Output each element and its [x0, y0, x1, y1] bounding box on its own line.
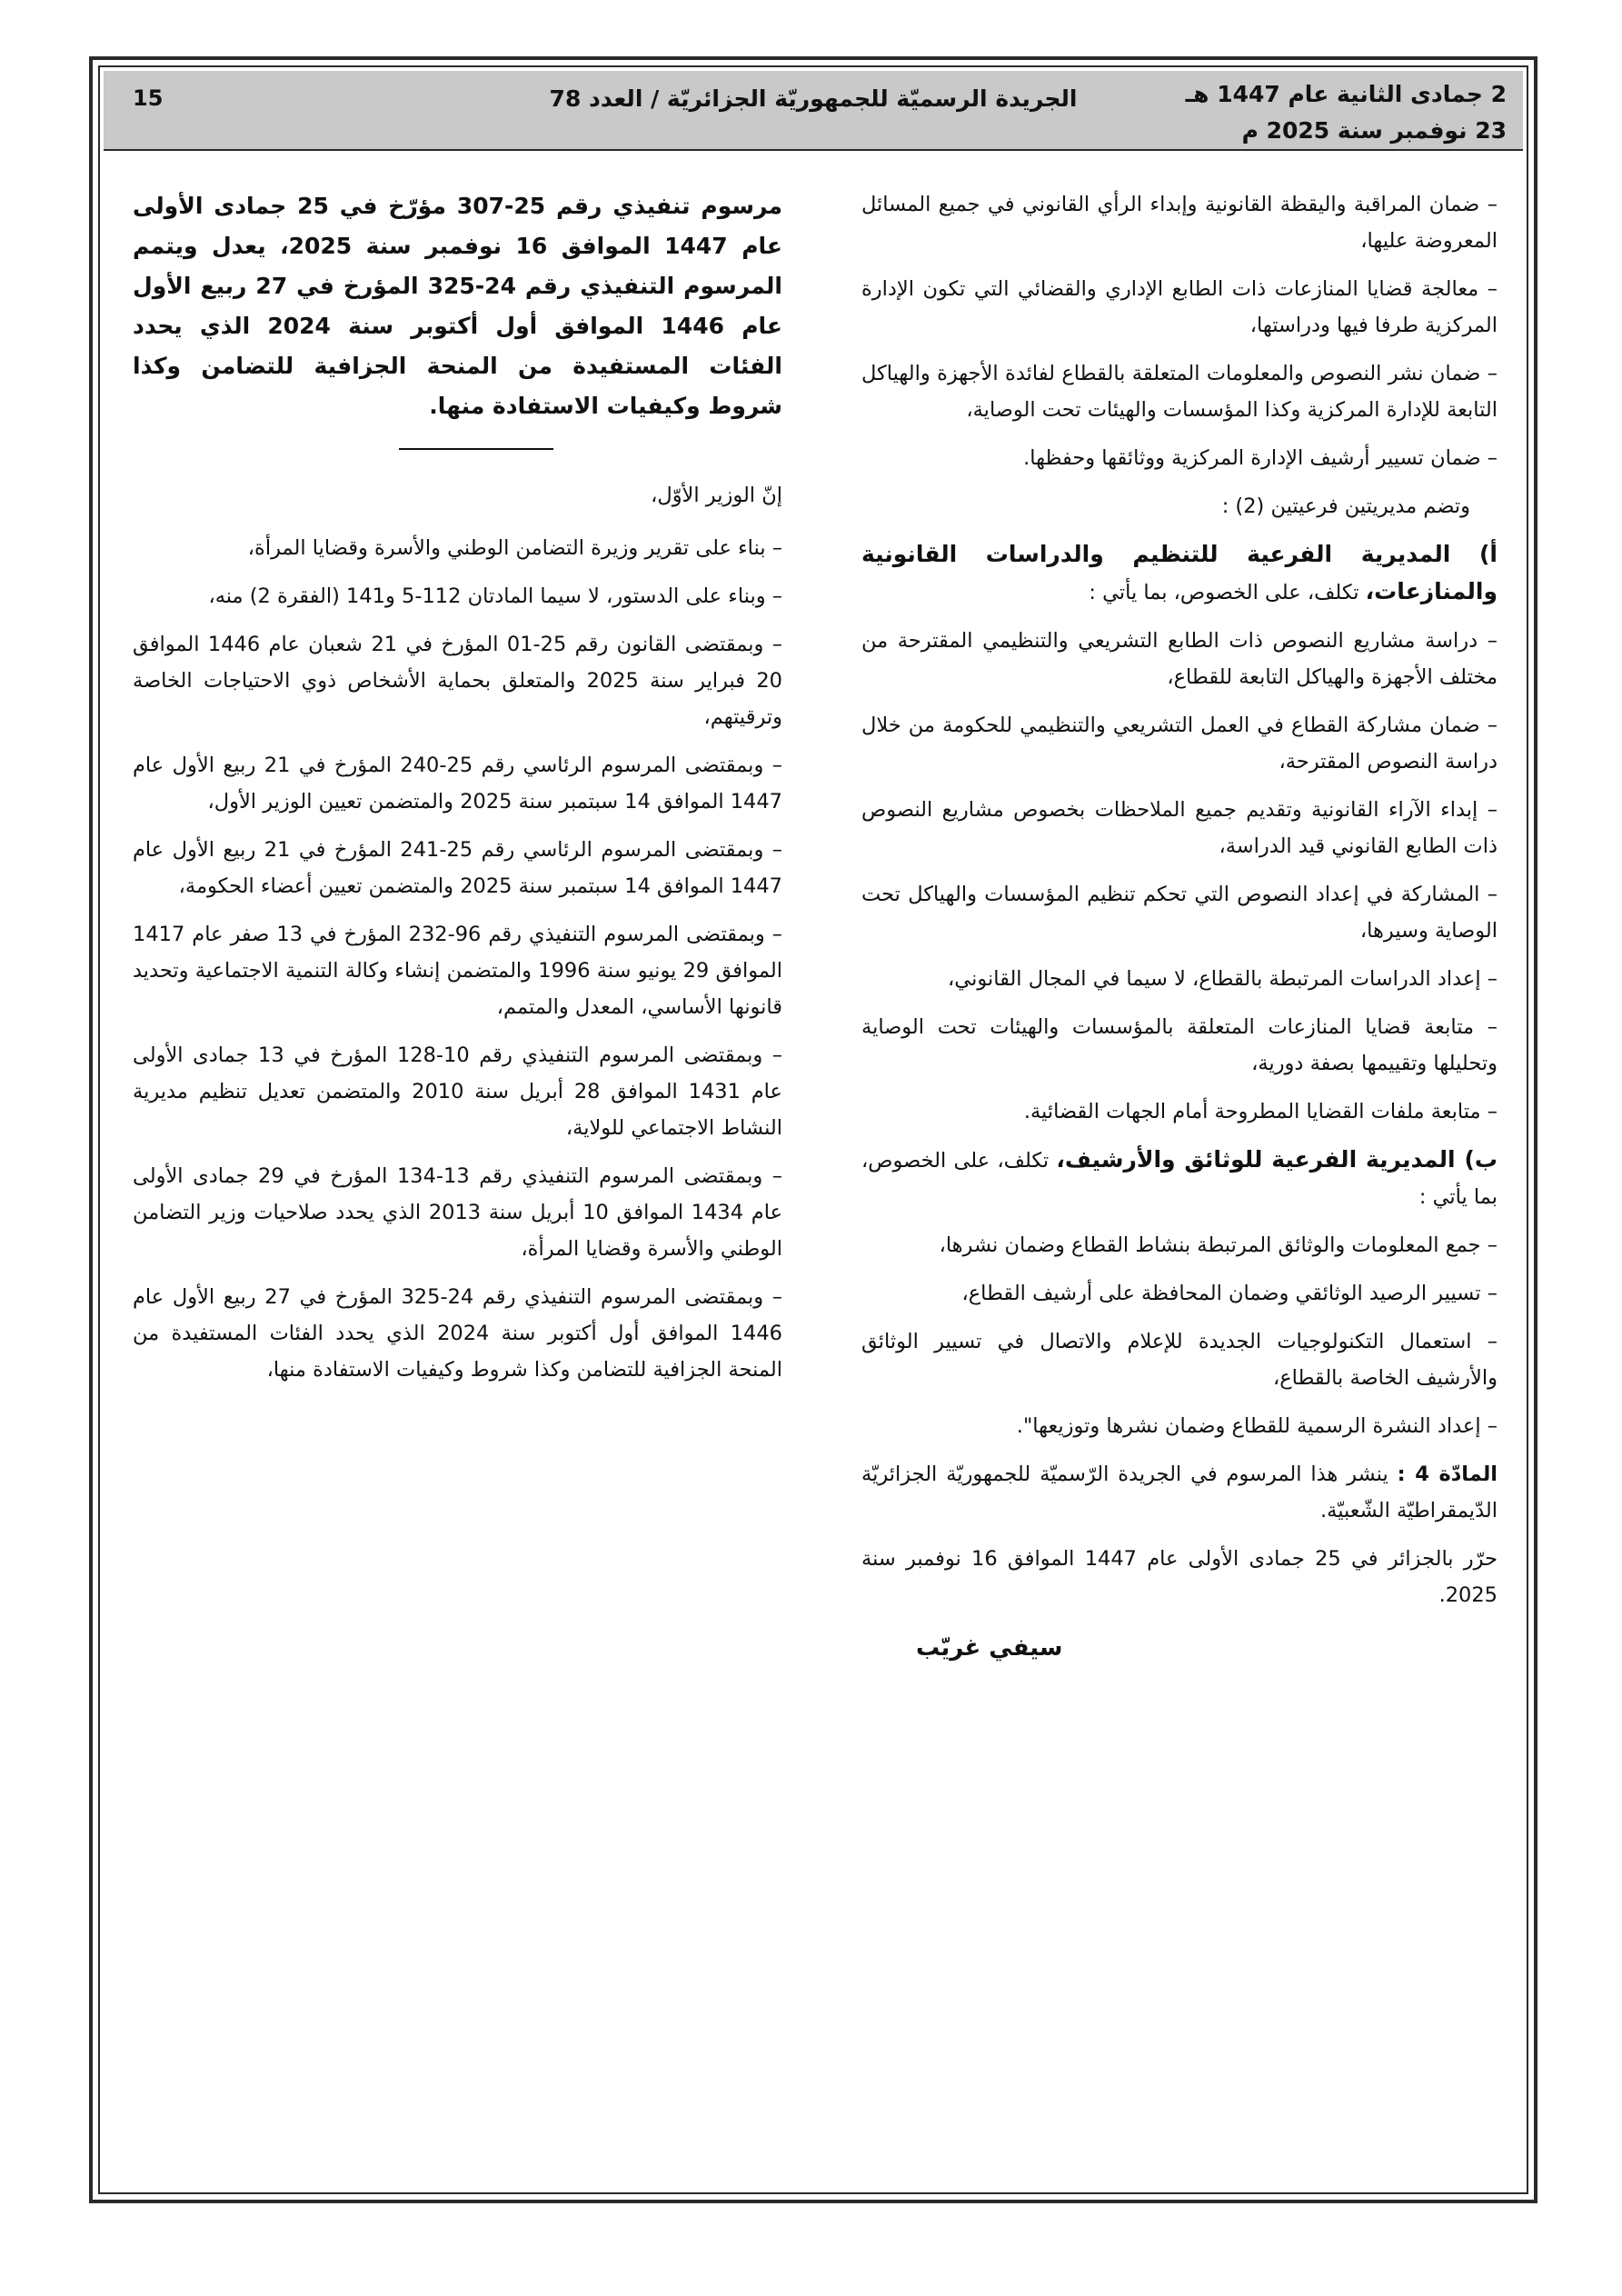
list-item: – دراسة مشاريع النصوص ذات الطابع التشريعي والتنظيمي المقترحة من مختلف الأجهزة والهياكل التابعة للقطاع،: [861, 629, 1498, 689]
right-column: [861, 186, 1498, 1666]
subdirectorates-intro: وتضم مديريتين فرعيتين (2) :: [1221, 494, 1470, 518]
list-item: – ضمان مشاركة القطاع في العمل التشريعي والتنظيمي للحكومة من خلال دراسة النصوص المقترحة،: [861, 714, 1498, 774]
preamble-paragraph: – وبمقتضى القانون رقم 25-01 المؤرخ في 21 شعبان عام 1446 الموافق 20 فبراير سنة 2025 والمتعلق بحماية الأشخاص ذوي الاحتياجات الخاصة وترقيتهم،: [133, 633, 783, 729]
subdirectorate-a: [861, 536, 1498, 611]
subdirectorate-b-title: ب) المديرية الفرعية للوثائق والأرشيف،: [1056, 1146, 1498, 1173]
preamble-paragraph: – وبناء على الدستور، لا سيما المادتان 112-5 و141 (الفقرة 2) منه،: [208, 584, 782, 608]
issue-date-gregorian: 23 نوفمبر سنة 2025 م: [1241, 117, 1507, 144]
gazette-header: [104, 71, 1523, 151]
left-column: [133, 186, 782, 1400]
article-4-label: المادّة 4 :: [1397, 1462, 1498, 1486]
separator-line: [399, 448, 553, 450]
list-item: – متابعة قضايا المنازعات المتعلقة بالمؤسسات والهيئات تحت الوصاية وتحليلها وتقييمها بصفة دورية،: [861, 1015, 1498, 1075]
list-item: – استعمال التكنولوجيات الجديدة للإعلام والاتصال في تسيير الوثائق والأرشيف الخاصة بالقطاع،: [861, 1330, 1498, 1390]
subdirectorate-b: [861, 1142, 1498, 1215]
signature: سيفي غريّب: [916, 1634, 1063, 1662]
preamble-paragraph: – وبمقتضى المرسوم التنفيذي رقم 24-325 المؤرخ في 27 ربيع الأول عام 1446 الموافق أول أكتوبر سنة 2024 الذي يحدد الفئات المستفيدة من المنحة الجزافية للتضامن وكذا شروط وكيفيات الاستفادة منها،: [133, 1285, 782, 1382]
list-item: – ضمان تسيير أرشيف الإدارة المركزية ووثائقها وحفظها.: [1023, 446, 1498, 470]
list-item: – ضمان المراقبة واليقظة القانونية وإبداء الرأي القانوني في جميع المسائل المعروضة عليها،: [861, 193, 1498, 253]
issue-date-hijri: 2 جمادى الثانية عام 1447 هـ: [1185, 81, 1507, 107]
list-item: – إعداد النشرة الرسمية للقطاع وضمان نشرها وتوزيعها".: [1016, 1414, 1498, 1438]
list-item: – إعداد الدراسات المرتبطة بالقطاع، لا سيما في المجال القانوني،: [948, 967, 1498, 991]
article-4-text: ينشر هذا المرسوم في الجريدة الرّسميّة للجمهوريّة الجزائريّة الدّيمقراطيّة الشّعبيّة.: [861, 1462, 1498, 1522]
list-item: – إبداء الآراء القانونية وتقديم جميع الملاحظات بخصوص مشاريع النصوص ذات الطابع القانوني قيد الدراسة،: [861, 798, 1498, 858]
list-item: – تسيير الرصيد الوثائقي وضمان المحافظة على أرشيف القطاع،: [961, 1282, 1498, 1305]
issue-date: [1186, 76, 1507, 149]
subdirectorate-b-tail: تكلف، على الخصوص، بما يأتي :: [861, 1149, 1498, 1209]
list-item: – المشاركة في إعداد النصوص التي تحكم تنظيم المؤسسات والهياكل تحت الوصاية وسيرها،: [861, 883, 1498, 943]
preamble-paragraph: – وبمقتضى المرسوم التنفيذي رقم 13-134 المؤرخ في 29 جمادى الأولى عام 1434 الموافق 10 أبريل سنة 2013 الذي يحدد صلاحيات وزير التضامن الوطني والأسرة وقضايا المرأة،: [133, 1164, 783, 1261]
preamble-paragraph: – وبمقتضى المرسوم الرئاسي رقم 25-241 المؤرخ في 21 ربيع الأول عام 1447 الموافق 14 سبتمبر سنة 2025 والمتضمن تعيين أعضاء الحكومة،: [133, 838, 783, 898]
preamble-paragraph: – وبمقتضى المرسوم التنفيذي رقم 10-128 المؤرخ في 13 جمادى الأولى عام 1431 الموافق 28 أبريل سنة 2010 والمتضمن تعديل تنظيم مديرية النشاط الاجتماعي للولاية،: [133, 1043, 783, 1140]
preamble-intro: إنّ الوزير الأوّل،: [651, 484, 782, 507]
subdirectorate-a-title: أ) المديرية الفرعية للتنظيم والدراسات القانونية والمنازعات،: [861, 541, 1498, 604]
decree-title: مرسوم تنفيذي رقم 25-307 مؤرّخ في 25 جمادى الأولى عام 1447 الموافق 16 نوفمبر سنة 2025، يعدل ويتمم المرسوم التنفيذي رقم 24-325 المؤرخ في 27 ربيع الأول عام 1446 الموافق أول أكتوبر سنة 2024 الذي يحدد الفئات المستفيدة من المنحة الجزافية للتضامن وكذا شروط وكيفيات الاستفادة منها.: [133, 193, 783, 419]
subdirectorate-a-tail: تكلف، على الخصوص، بما يأتي :: [1089, 581, 1366, 604]
page-number: 15: [133, 85, 164, 111]
preamble-paragraph: – وبمقتضى المرسوم التنفيذي رقم 96-232 المؤرخ في 13 صفر عام 1417 الموافق 29 يونيو سنة 1996 والمتضمن إنشاء وكالة التنمية الاجتماعية وتحديد قانونها الأساسي، المعدل والمتمم،: [133, 923, 782, 1019]
preamble-paragraph: – بناء على تقرير وزيرة التضامن الوطني والأسرة وقضايا المرأة،: [247, 536, 782, 560]
list-item: – ضمان نشر النصوص والمعلومات المتعلقة بالقطاع لفائدة الأجهزة والهياكل التابعة للإدارة المركزية وكذا المؤسسات والهيئات تحت الوصاية،: [861, 362, 1498, 422]
list-item: – معالجة قضايا المنازعات ذات الطابع الإداري والقضائي التي تكون الإدارة المركزية طرفا فيها ودراستها،: [861, 277, 1498, 337]
preamble-paragraph: – وبمقتضى المرسوم الرئاسي رقم 25-240 المؤرخ في 21 ربيع الأول عام 1447 الموافق 14 سبتمبر سنة 2025 والمتضمن تعيين الوزير الأول،: [133, 754, 783, 814]
article-4: [861, 1456, 1498, 1529]
gazette-title: الجريدة الرسميّة للجمهوريّة الجزائريّة / العدد 78: [549, 85, 1078, 112]
list-item: – متابعة ملفات القضايا المطروحة أمام الجهات القضائية.: [1023, 1100, 1498, 1123]
closing-statement: حرّر بالجزائر في 25 جمادى الأولى عام 1447 الموافق 16 نوفمبر سنة 2025.: [861, 1547, 1498, 1607]
list-item: – جمع المعلومات والوثائق المرتبطة بنشاط القطاع وضمان نشرها،: [939, 1233, 1498, 1257]
